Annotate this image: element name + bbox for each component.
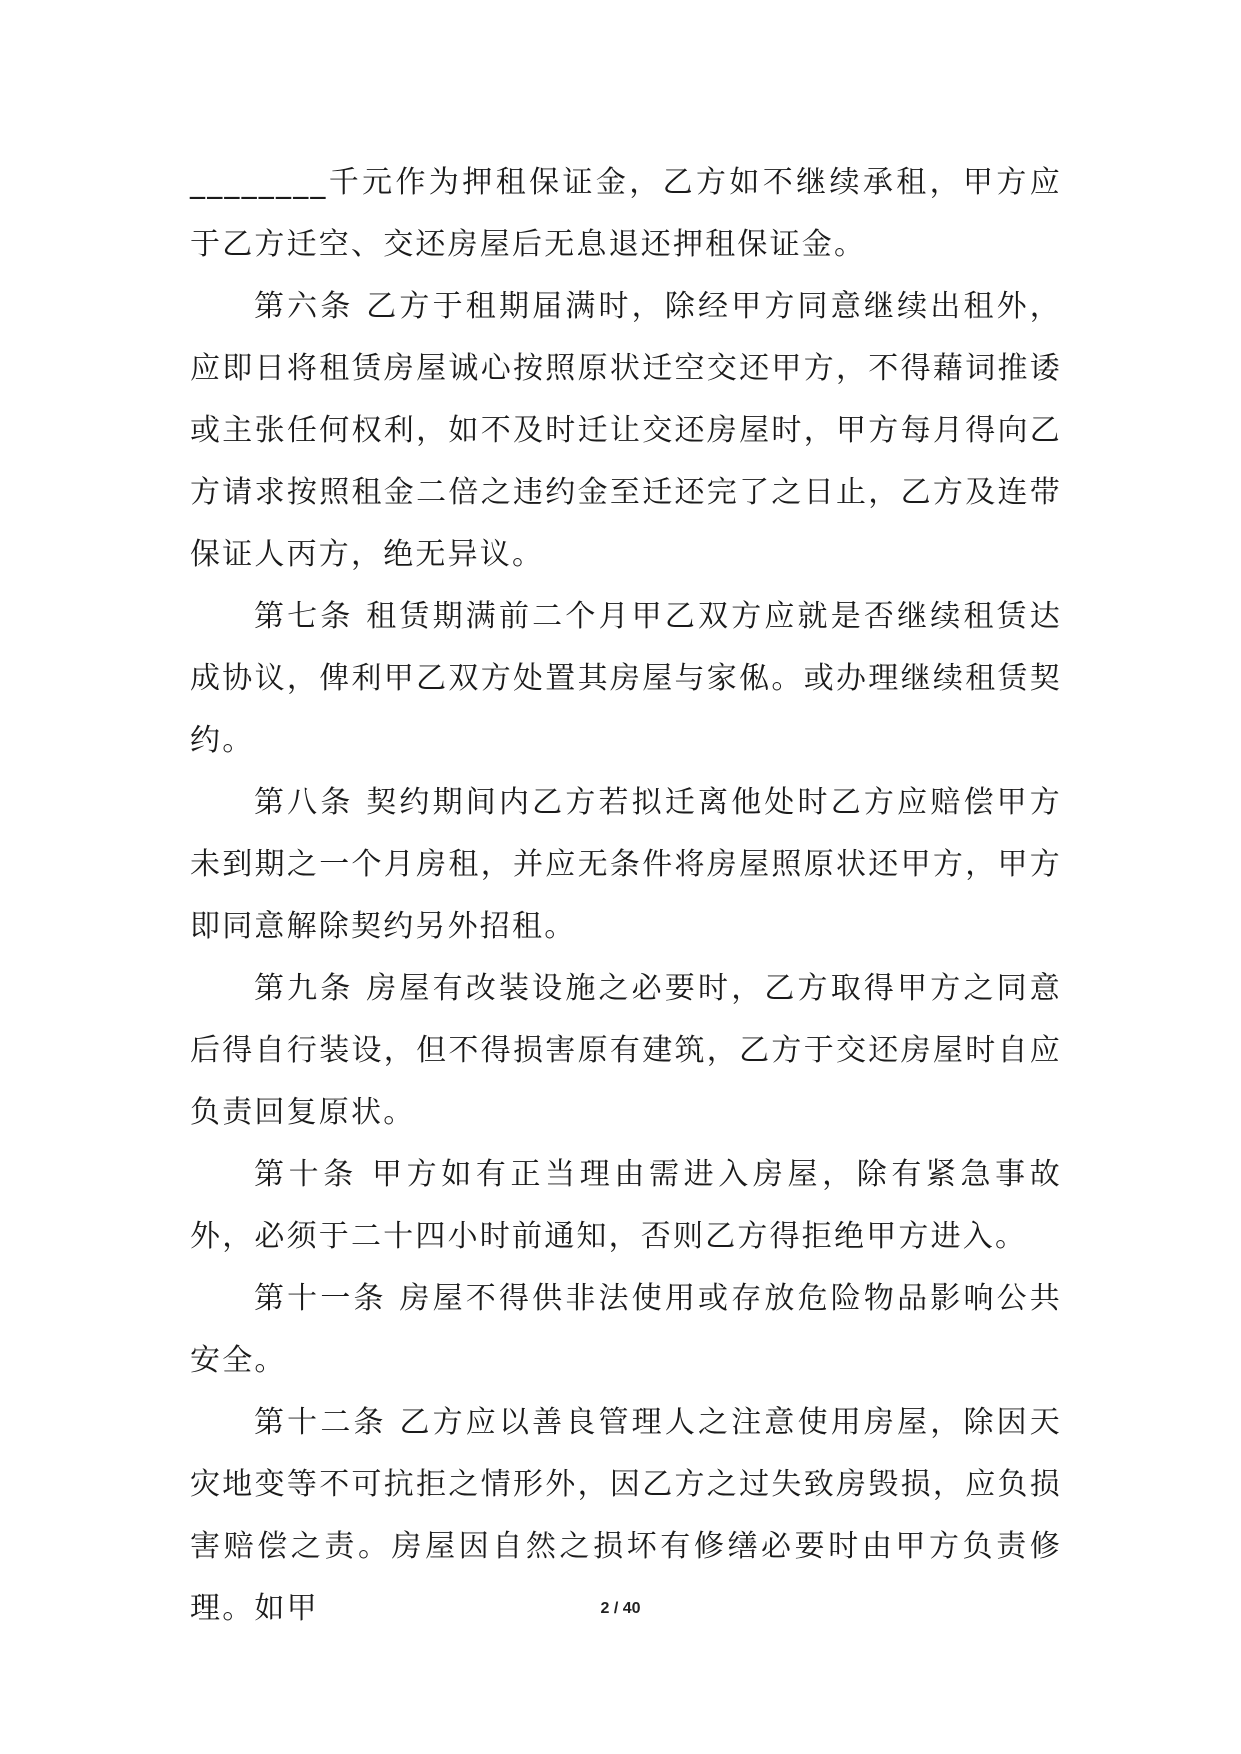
article-10-heading: 第十条: [254, 1157, 373, 1192]
paragraph-article-10: [190, 1144, 1062, 1268]
article-6-heading: 第六条: [254, 289, 367, 324]
paragraph-text: ________千元作为押租保证金，乙方如不继续承租，甲方应于乙方迁空、交还房屋后无息退还押租保证金。: [190, 165, 1062, 262]
paragraph-article-6: [190, 276, 1062, 586]
paragraph-article-8: [190, 772, 1062, 958]
document-body: [190, 152, 1062, 1640]
article-9-heading: 第九条: [254, 971, 367, 1006]
paragraph-article-9: [190, 958, 1062, 1144]
article-8-text: 契约期间内乙方若拟迁离他处时乙方应赔偿甲方未到期之一个月房租，并应无条件将房屋照原状还甲方，甲方即同意解除契约另外招租。: [190, 785, 1062, 944]
article-6-text: 乙方于租期届满时，除经甲方同意继续出租外，应即日将租赁房屋诚心按照原状迁空交还甲方，不得藉词推诿或主张任何权利，如不及时迁让交还房屋时，甲方每月得向乙方请求按照租金二倍之违约金至迁还完了之日止，乙方及连带保证人丙方，绝无异议。: [190, 289, 1062, 572]
article-8-heading: 第八条: [254, 785, 367, 820]
article-11-text: 房屋不得供非法使用或存放危险物品影响公共安全。: [190, 1281, 1063, 1378]
paragraph-deposit-clause: [190, 152, 1062, 276]
article-7-text: 租赁期满前二个月甲乙双方应就是否继续租赁达成协议，俾利甲乙双方处置其房屋与家俬。或办理继续租赁契约。: [190, 599, 1062, 758]
article-7-heading: 第七条: [254, 599, 367, 634]
article-11-heading: 第十一条: [254, 1281, 400, 1316]
paragraph-article-7: [190, 586, 1062, 772]
article-12-text: 乙方应以善良管理人之注意使用房屋，除因天灾地变等不可抗拒之情形外，因乙方之过失致房毁损，应负损害赔偿之责。房屋因自然之损坏有修缮必要时由甲方负责修理。如甲: [190, 1405, 1063, 1626]
article-10-text: 甲方如有正当理由需进入房屋，除有紧急事故外，必须于二十四小时前通知，否则乙方得拒绝甲方进入。: [190, 1157, 1062, 1254]
article-9-text: 房屋有改装设施之必要时，乙方取得甲方之同意后得自行装设，但不得损害原有建筑，乙方于交还房屋时自应负责回复原状。: [190, 971, 1062, 1130]
page-number: 2 / 40: [600, 1600, 641, 1617]
paragraph-article-11: [190, 1268, 1062, 1392]
article-12-heading: 第十二条: [254, 1405, 400, 1440]
